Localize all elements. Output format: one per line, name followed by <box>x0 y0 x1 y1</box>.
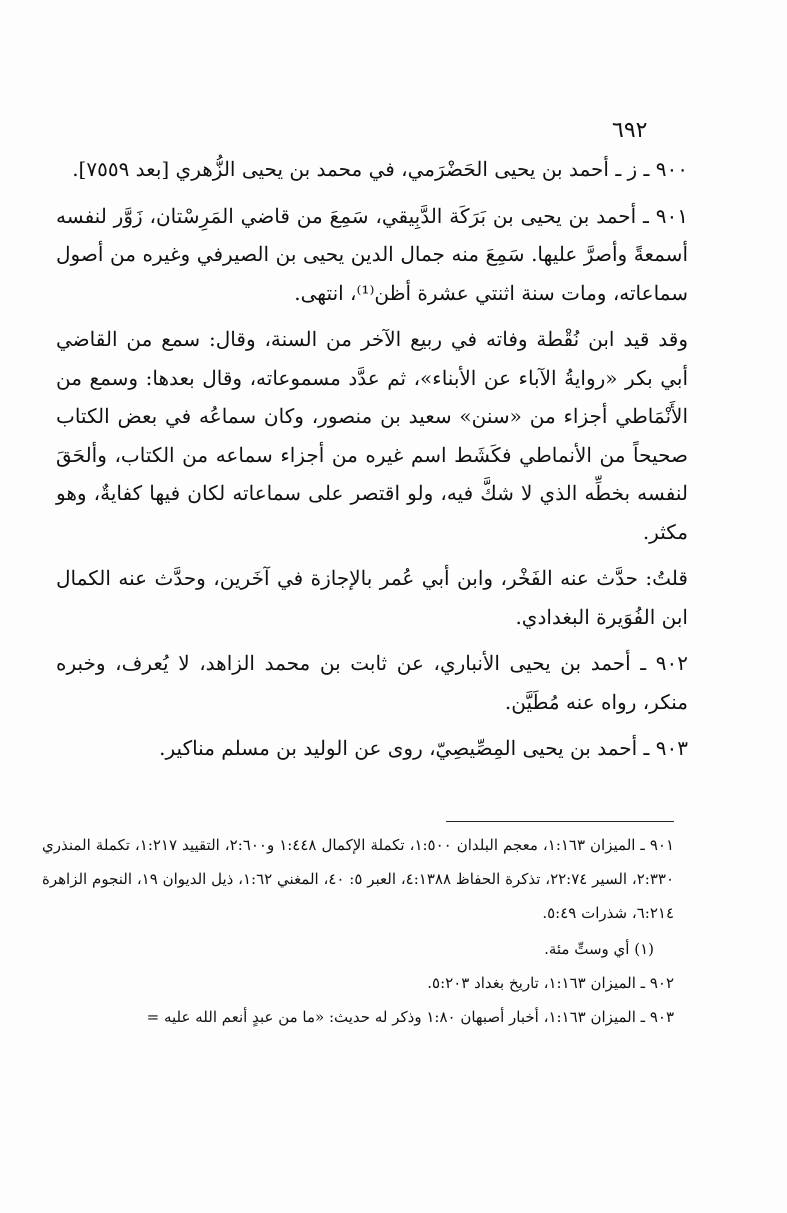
page-number: ٦٩٢ <box>612 118 648 143</box>
entry-900: ٩٠٠ ـ ز ـ أحمد بن يحيى الحَضْرَمي، في محمد بن يحيى الزُّهري [بعد ٧٥٥٩]. <box>72 157 688 181</box>
entry-903: ٩٠٣ ـ أحمد بن يحيى المِصِّيصِيّ، روى عن الوليد بن مسلم مناكير. <box>159 736 688 760</box>
entry-901: ٩٠١ ـ أحمد بن يحيى بن بَرَكَة الدَّبِيقي، سَمِعَ من قاضي المَرِسْتان، زَوَّر لنفسه أسمعةً وأصرَّ عليها. سَمِعَ منه جمال الدين يحيى بن الصيرفي وغيره من أصول سماعاته، ومات سنة اثنتي عشرة أظن⁽¹⁾، انتهى. <box>56 203 689 305</box>
entry-901-qult: قلتُ: حدَّث عنه الفَخْر، وابن أبي عُمر بالإجازة في آخَرين، وحدَّث عنه الكمال ابن الفُوَيرة البغدادي. <box>56 566 688 629</box>
note-901-sources: ٩٠١ ـ الميزان ١:١٦٣، معجم البلدان ١:٥٠٠، تكملة الإكمال ١:٤٤٨ و٢:٦٠٠، التقييد ١:٢١٧، تكملة المنذري ٢:٣٣٠، السير ٢٢:٧٤، تذكرة الحفاظ ٤:١٣٨٨، العبر ٥: ٤٠، المغني ١:٦٢، ذيل الديوان ١٩، النجوم الزاهرة ٦:٢١٤، شذرات ٥:٤٩. <box>42 836 675 922</box>
footnote-divider <box>446 821 674 822</box>
footnote-1: (١) أي وستِّ مئة. <box>544 940 654 958</box>
note-902-sources: ٩٠٢ ـ الميزان ١:١٦٣، تاريخ بغداد ٥:٢٠٣. <box>427 974 674 992</box>
note-903-sources: ٩٠٣ ـ الميزان ١:١٦٣، أخبار أصبهان ١:٨٠ وذكر له حديث: «ما من عبدٍ أنعم الله عليه = <box>146 1008 674 1026</box>
entry-901-continuation: وقد قيد ابن نُقْطة وفاته في ربيع الآخر من السنة، وقال: سمع من القاضي أبي بكر «روايةُ الآباء عن الأبناء»، ثم عدَّد مسموعاته، وقال بعدها: وسمع من الأَنْمَاطي أجزاء من «سنن» سعيد بن منصور، وكان سماعُه في بعض الكتاب صحيحاً من الأنماطي فكَشَط اسم غيره من أجزاء سماعه من الكتاب، وألحَقَ لنفسه بخطِّه الذي لا شكَّ فيه، ولو اقتصر على سماعاته لكان فيها كفايةٌ، وهو مكثر. <box>56 327 688 544</box>
entry-902: ٩٠٢ ـ أحمد بن يحيى الأنباري، عن ثابت بن محمد الزاهد، لا يُعرف، وخبره منكر، رواه عنه مُطَيَّن. <box>56 651 688 714</box>
main-text <box>56 150 688 772</box>
footnotes <box>42 828 674 1034</box>
